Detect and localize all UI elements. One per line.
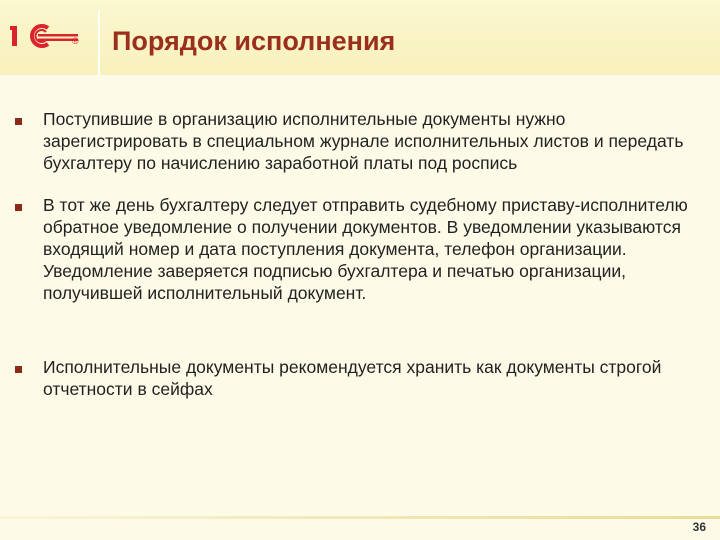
footer-line	[0, 516, 720, 519]
bullet-marker-3	[15, 366, 22, 373]
bullet-marker-1	[15, 118, 22, 125]
bullet-text-1: Поступившие в организацию исполнительные документы нужно зарегистрировать в специальном журнале исполнительных листов и передать бухгалтеру по начислению заработной платы под роспись	[43, 109, 684, 173]
header-divider	[98, 10, 100, 75]
bullet-text-2: В тот же день бухгалтеру следует отправить судебному приставу-исполнителю обратное уведомление о получении документов. В уведомлении указываются входящий номер и дата поступления документа, телефон организации. Уведомление заверяется подписью бухгалтера и печатью организации, получившей исполнительный документ.	[43, 195, 688, 303]
slide-header	[0, 0, 720, 75]
logo-registered-mark: ®	[72, 36, 79, 46]
page-number: 36	[692, 520, 706, 534]
bullet-marker-2	[15, 204, 22, 211]
logo-1c	[10, 22, 82, 50]
bullet-text-3: Исполнительные документы рекомендуется хранить как документы строгой отчетности в сейфах	[43, 357, 662, 399]
page-title: Порядок исполнения	[112, 26, 396, 56]
